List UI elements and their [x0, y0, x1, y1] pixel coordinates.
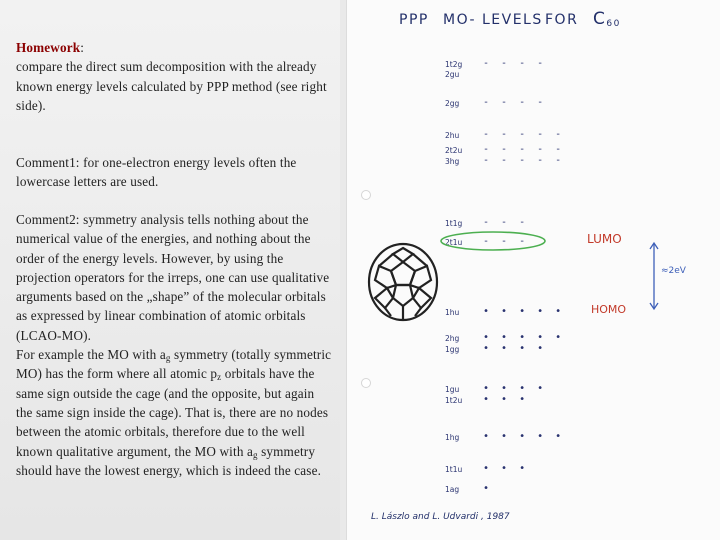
level-marks: • • •	[483, 394, 529, 405]
scan-title-ppp: PPP	[399, 12, 429, 28]
level-marks: •	[483, 483, 493, 494]
binder-hole	[361, 190, 371, 200]
homo-label: HOMO	[591, 303, 627, 316]
level-label: 1hg	[445, 433, 460, 442]
level-label: 2gg	[445, 99, 460, 108]
level-label: 2t1u	[445, 238, 463, 247]
scan-footer-signature: L. Lászlo and L. Udvardi , 1987	[371, 512, 510, 522]
subscript-z: z	[217, 372, 222, 383]
subscript-g: g	[165, 353, 171, 364]
homework-body: compare the direct sum decomposition with the already known energy levels calculated by PPP method (see right side).	[16, 59, 327, 113]
binder-hole	[361, 378, 371, 388]
level-marks: - - - -	[483, 58, 547, 69]
level-marks: - - - - -	[483, 144, 565, 155]
text-panel	[0, 0, 340, 540]
scan-title-mo-levels: MO- LEVELS	[443, 12, 543, 28]
homework-paragraph	[16, 38, 334, 115]
comment2-paragraph	[16, 210, 334, 480]
level-label: 1t1g	[445, 219, 463, 228]
level-marks: • • • •	[483, 383, 547, 394]
comment2-example-c: orbitals have the same sign outside the cage (and the opposite, but again the same sign inside the cage). That is, there are no nodes between the atomic orbitals, therefore due to the well known qualitative argument, the MO with a	[16, 366, 329, 459]
level-label: 1gg	[445, 345, 460, 354]
level-label: 1gu	[445, 385, 460, 394]
subscript-g-2: g	[253, 449, 258, 460]
level-marks: - - -	[483, 217, 529, 228]
scan-title-c60: $C_{60}$	[593, 9, 621, 29]
lumo-highlight-ellipse	[439, 230, 547, 252]
homework-title: Homework	[16, 40, 81, 55]
gap-label: ≈2eV	[661, 266, 686, 276]
comment2-example-a: For example the MO with a	[16, 347, 166, 363]
level-label: 2hu	[445, 131, 460, 140]
level-marks: • • • • •	[483, 332, 565, 343]
comment2-intro: Comment2: symmetry analysis tells nothing about the numerical value of the energies, and nothing about the order of the energy levels. However, by using the projection operators for the irreps, one can use qualitative arguments based on the „shape” of the molecular orbitals as expressed by linear combination of atomic orbitals (LCAO-MO).	[16, 212, 330, 343]
level-marks: • • • • •	[483, 306, 565, 317]
level-marks: • • •	[483, 463, 529, 474]
level-marks: - - - - -	[483, 155, 565, 166]
level-label: 1ag	[445, 485, 460, 494]
level-marks: - - -	[483, 236, 529, 247]
level-label: 2hg	[445, 334, 460, 343]
comment2-example-b: symmetry (totally symmetric MO) has the form where all atomic p	[16, 347, 332, 382]
comment1-paragraph: Comment1: for one-electron energy levels often the lowercase letters are used.	[16, 155, 297, 190]
level-label: 1hu	[445, 308, 460, 317]
level-marks: - - - -	[483, 97, 547, 108]
fullerene-c60-drawing	[361, 236, 445, 328]
level-label: 2t2u	[445, 146, 463, 155]
level-marks: • • • • •	[483, 431, 565, 442]
level-label: 2gu	[445, 70, 460, 79]
level-label: 3hg	[445, 157, 460, 166]
level-marks: - - - - -	[483, 129, 565, 140]
level-label: 1t2g	[445, 60, 463, 69]
scan-title-for: FOR	[545, 12, 579, 28]
level-marks: • • • •	[483, 343, 547, 354]
gap-arrow	[647, 240, 661, 312]
level-label: 1t2u	[445, 396, 463, 405]
comment2-example-d: symmetry should have the lowest energy, which is indeed the case.	[16, 443, 322, 478]
level-label: 1t1u	[445, 465, 463, 474]
homework-colon: :	[80, 40, 85, 55]
mo-levels-scan	[346, 0, 720, 540]
lumo-label: LUMO	[587, 232, 622, 246]
